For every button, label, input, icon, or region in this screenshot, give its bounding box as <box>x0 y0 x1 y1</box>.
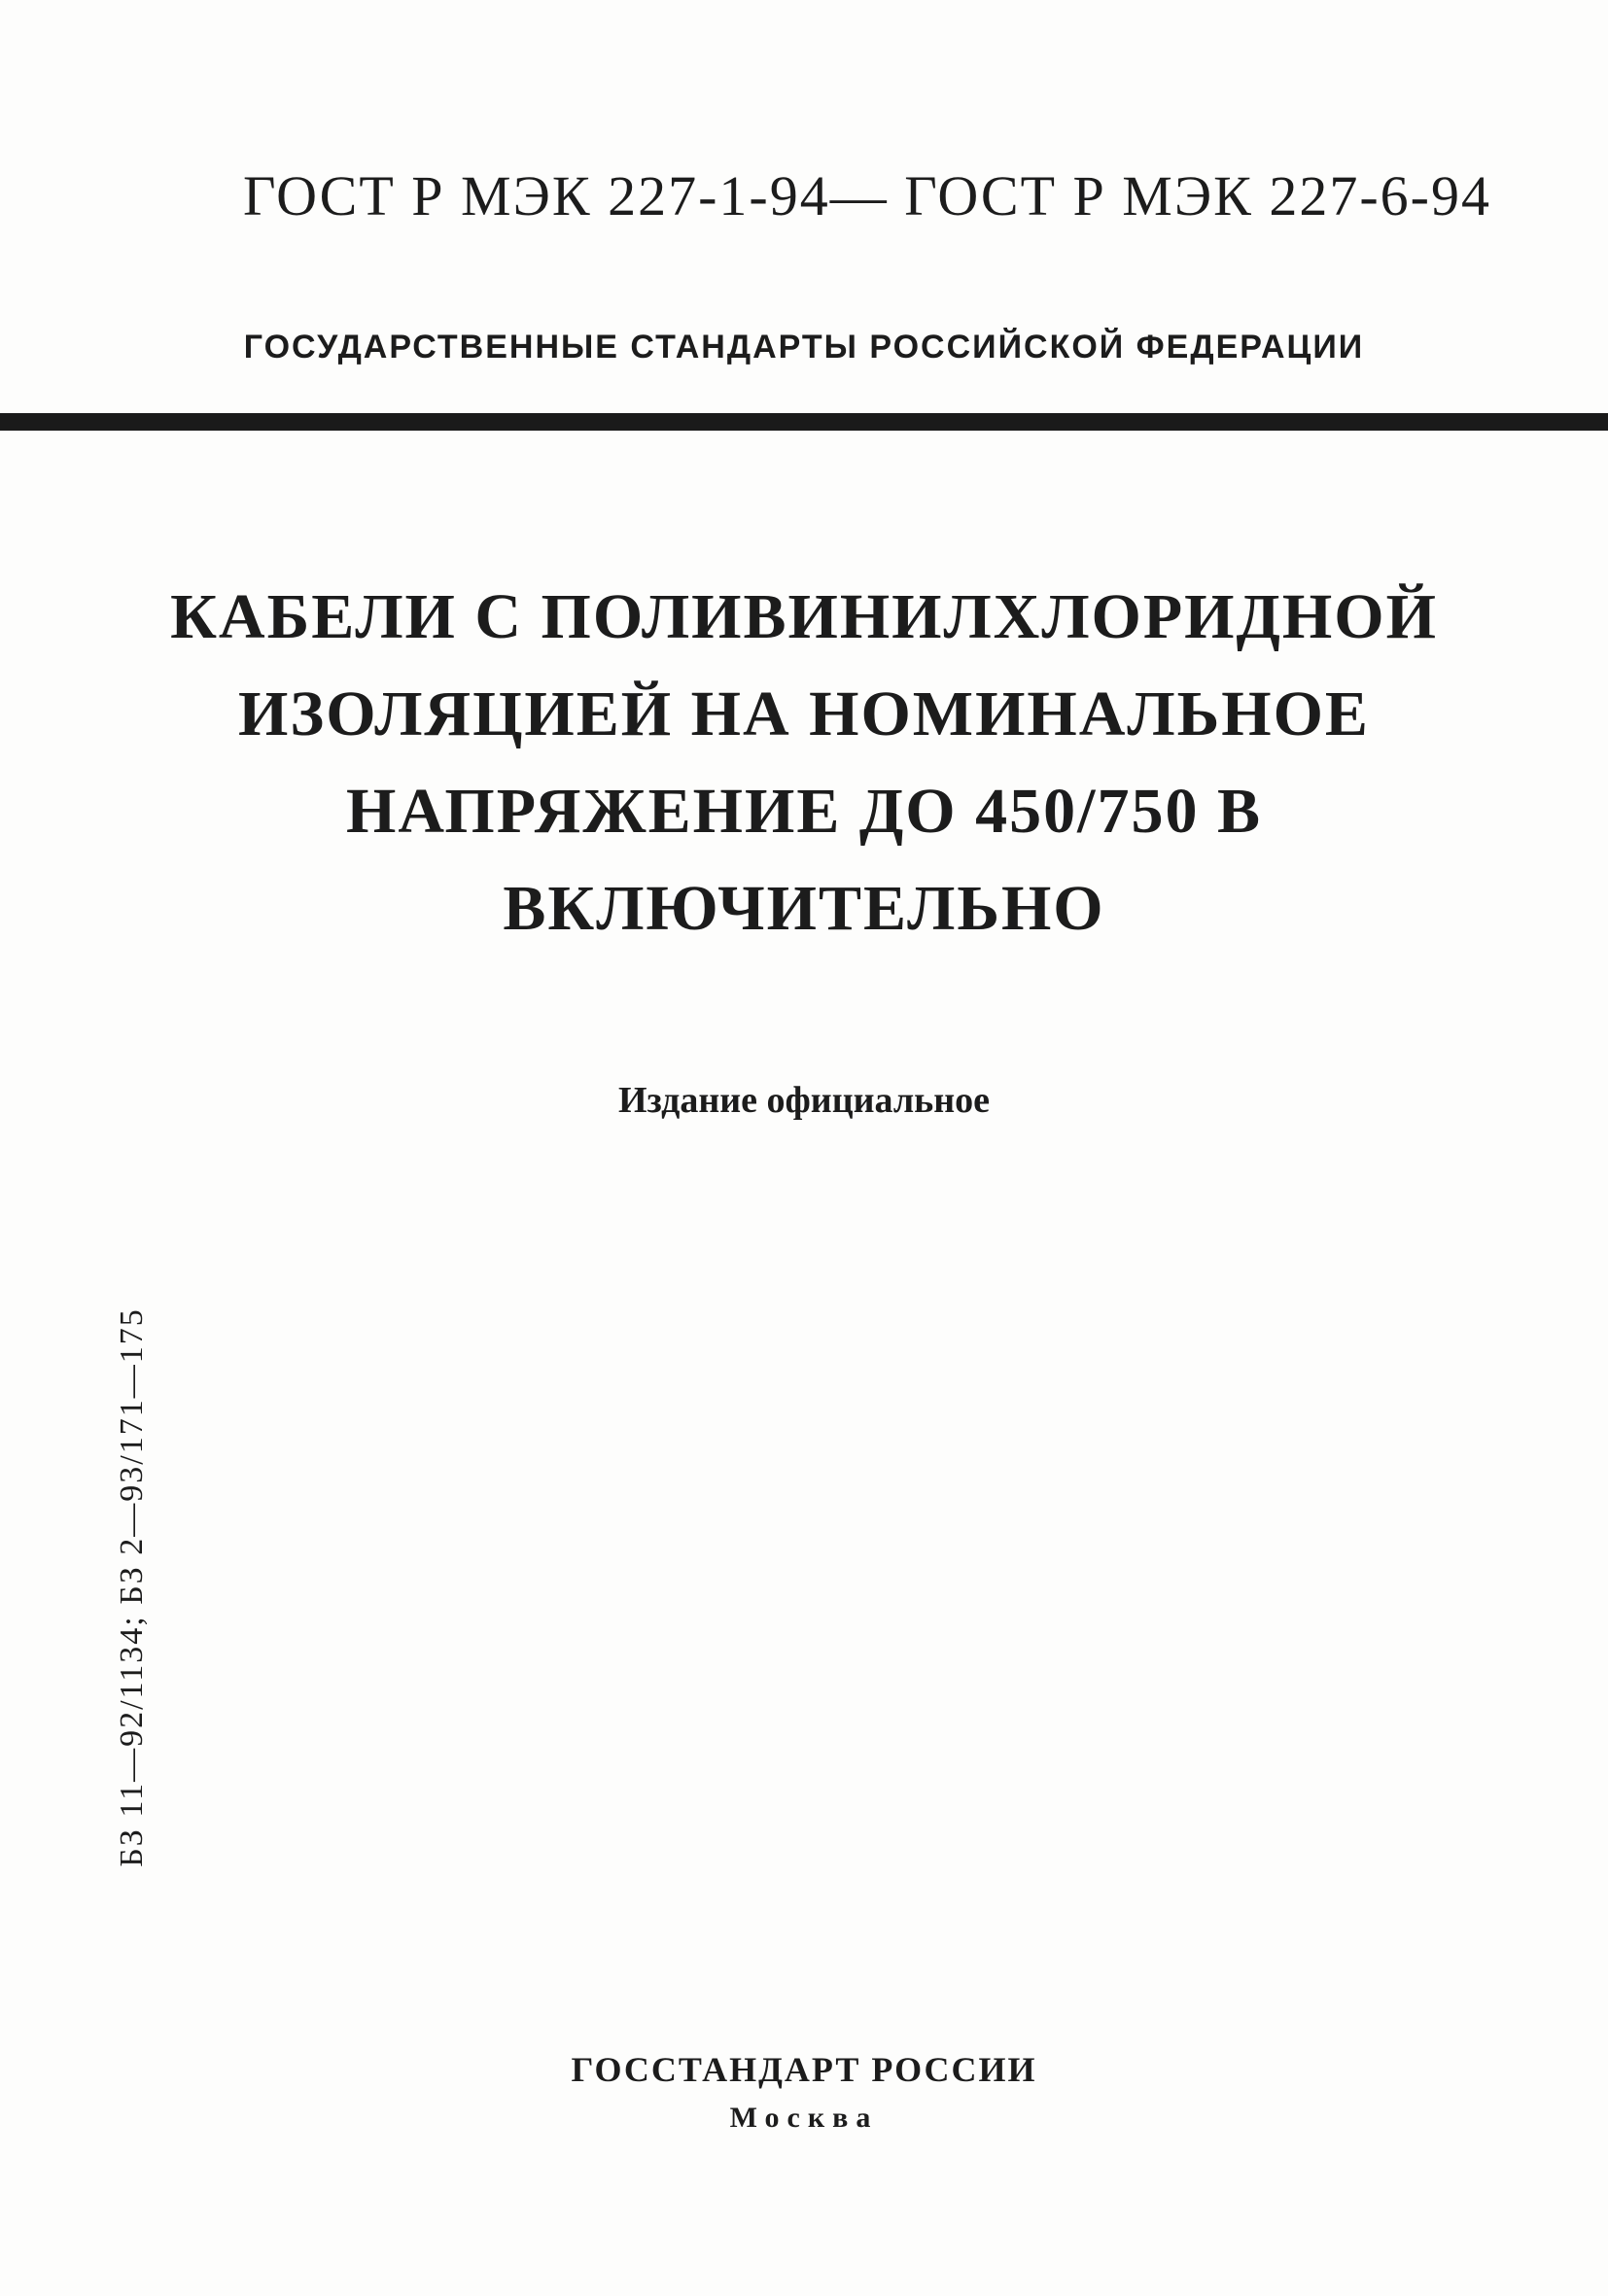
publisher-city: Москва <box>729 2102 879 2134</box>
edition-label: Издание официальное <box>617 1080 990 1121</box>
series-title: ГОСУДАРСТВЕННЫЕ СТАНДАРТЫ РОССИЙСКОЙ ФЕДЕРАЦИИ <box>243 329 1365 365</box>
title-line: КАБЕЛИ С ПОЛИВИНИЛХЛОРИДНОЙ <box>170 581 1438 652</box>
document-number: ГОСТ Р МЭК 227-1-94— ГОСТ Р МЭК 227-6-94 <box>243 164 1491 227</box>
side-registration-code: БЗ 11—92/1134; БЗ 2—93/171—175 <box>114 1307 150 1867</box>
publisher-name: ГОССТАНДАРТ РОССИИ <box>571 2050 1037 2089</box>
title-line: ВКЛЮЧИТЕЛЬНО <box>503 873 1105 944</box>
main-title <box>0 569 1608 957</box>
horizontal-rule <box>0 413 1608 431</box>
title-line: ИЗОЛЯЦИЕЙ НА НОМИНАЛЬНОЕ <box>238 678 1370 749</box>
title-line: НАПРЯЖЕНИЕ ДО 450/750 В <box>346 776 1262 847</box>
